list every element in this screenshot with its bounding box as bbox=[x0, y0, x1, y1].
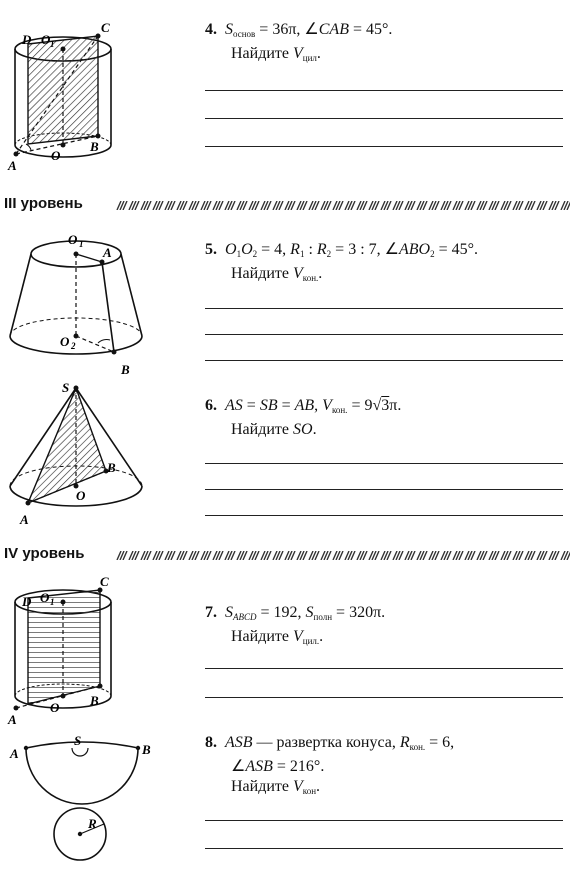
label-a: A bbox=[8, 712, 17, 727]
label-a: A bbox=[10, 746, 19, 761]
label-a: A bbox=[103, 245, 112, 260]
answer-line[interactable] bbox=[205, 848, 563, 849]
label-b: B bbox=[121, 362, 130, 377]
label-r: R bbox=[88, 816, 97, 831]
answer-line[interactable] bbox=[205, 90, 563, 91]
task-5: 5. $O_1O_2 = 4$, $R_1$ : $R_2 = 3$ : 7, $\angle ABO_2 = 45^\circ$. Найдите $V_{кон.}$. bbox=[205, 241, 479, 283]
task-number: 7. bbox=[205, 604, 217, 621]
figure-cylinder-task4 bbox=[6, 20, 126, 180]
decorative-stripe bbox=[116, 551, 570, 560]
answer-line[interactable] bbox=[205, 308, 563, 309]
task-number: 8. bbox=[205, 734, 217, 751]
label-b: B bbox=[142, 742, 151, 757]
level-4-header bbox=[4, 544, 570, 564]
label-d: D bbox=[22, 32, 32, 47]
answer-line[interactable] bbox=[205, 515, 563, 516]
level-4-title: IV уровень bbox=[4, 545, 85, 562]
task-7: 7. $S_{ABCD} = 192$, $S_{полн} = 320\pi$. Найдите $V_{цил.}$. bbox=[205, 604, 386, 646]
task-number: 5. bbox=[205, 241, 217, 258]
figure-frustum-task5 bbox=[6, 232, 166, 380]
answer-line[interactable] bbox=[205, 146, 563, 147]
answer-line[interactable] bbox=[205, 463, 563, 464]
label-d: D bbox=[22, 594, 32, 609]
answer-line[interactable] bbox=[205, 334, 563, 335]
label-s: S bbox=[62, 380, 70, 395]
label-b: B bbox=[90, 693, 99, 708]
label-o: O bbox=[51, 148, 61, 163]
task-6: 6. AS = SB = AB, $V_{кон.} = 9√3\pi$. Найдите SO. bbox=[205, 397, 402, 438]
label-o: O bbox=[76, 488, 86, 503]
level-3-title: III уровень bbox=[4, 195, 83, 212]
figure-cone-development-task8 bbox=[4, 728, 164, 870]
label-b: B bbox=[107, 460, 116, 475]
label-o1-sub: 1 bbox=[79, 239, 84, 249]
figure-cone-task6 bbox=[6, 378, 156, 533]
task-number: 4. bbox=[205, 21, 217, 38]
label-o1: O bbox=[41, 32, 51, 47]
label-c: C bbox=[101, 20, 110, 35]
answer-line[interactable] bbox=[205, 360, 563, 361]
label-o: O bbox=[50, 700, 60, 715]
answer-line[interactable] bbox=[205, 697, 563, 698]
label-o1-sub: 1 bbox=[50, 597, 55, 607]
label-b: B bbox=[90, 139, 99, 154]
figure-cylinder-task7 bbox=[6, 572, 126, 730]
label-o1: O bbox=[68, 232, 78, 247]
label-o2: O bbox=[60, 334, 70, 349]
label-o1-sub: 1 bbox=[50, 39, 55, 49]
task-number: 6. bbox=[205, 397, 217, 414]
answer-line[interactable] bbox=[205, 820, 563, 821]
label-s: S bbox=[74, 733, 82, 748]
label-a: A bbox=[8, 158, 17, 173]
decorative-stripe bbox=[116, 201, 570, 210]
task-8: 8. ASB — развертка конуса, $R_{кон.} = 6$, ∠ASB = 216°. Найдите $V_{кон}$. bbox=[205, 734, 455, 796]
label-c: C bbox=[100, 574, 109, 589]
label-a: A bbox=[20, 512, 29, 527]
answer-line[interactable] bbox=[205, 489, 563, 490]
answer-line[interactable] bbox=[205, 118, 563, 119]
answer-line[interactable] bbox=[205, 668, 563, 669]
label-o1: O bbox=[40, 590, 50, 605]
level-3-header bbox=[4, 194, 570, 214]
label-o2-sub: 2 bbox=[71, 341, 76, 351]
task-4: 4. $S_{основ} = 36\pi$, ∠CAB = 45°. Найдите $V_{цил}$. bbox=[205, 21, 393, 63]
